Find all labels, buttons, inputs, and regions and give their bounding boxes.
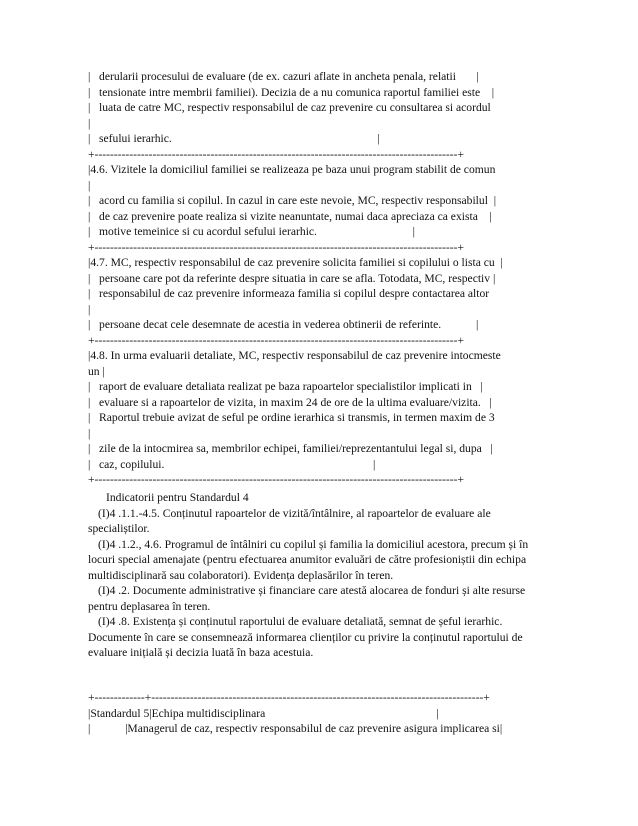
table-line: | persoane care pot da referinte despre situatia in care se afla. Totodata, MC, respectiv | bbox=[88, 271, 496, 285]
table-line: | tensionate intre membrii familiei). Decizia de a nu comunica raportul familiei este | bbox=[88, 85, 495, 99]
table-line: | derularii procesului de evaluare (de ex. cazuri aflate in ancheta penala, relatii | bbox=[88, 70, 479, 83]
table-line: |4.7. MC, respectiv responsabilul de caz prevenire solicita familiei si copilului o lista cu | bbox=[88, 256, 503, 269]
table-line: | caz, copilului. | bbox=[88, 457, 376, 471]
table-line: | motive temeinice si cu acordul sefului ierarhic. | bbox=[88, 225, 415, 238]
table-border: +----------------------------------------------------------------------------------------------+ bbox=[88, 333, 464, 347]
table-line: | persoane decat cele desemnate de acestia in vederea obtinerii de referinte. | bbox=[88, 318, 479, 331]
table-border: +-------------+--------------------------------------------------------------------------------------+ bbox=[88, 691, 490, 704]
standard-4-table-continuation bbox=[88, 69, 550, 488]
table-line: | bbox=[88, 426, 91, 440]
table-line: | acord cu familia si copilul. In cazul in care este nevoie, MC, respectiv responsabilul | bbox=[88, 194, 497, 207]
table-line: | bbox=[88, 302, 91, 316]
table-line: | zile de la intocmirea sa, membrilor echipei, familiei/reprezentantului legal si, dupa | bbox=[88, 442, 493, 455]
table-line: un | bbox=[88, 364, 105, 378]
table-line: |4.8. In urma evaluarii detaliate, MC, respectiv responsabilul de caz prevenire intocmeste bbox=[88, 349, 501, 362]
table-line: | luata de catre MC, respectiv responsabilul de caz prevenire cu consultarea si acordul bbox=[88, 101, 491, 114]
table-border: +----------------------------------------------------------------------------------------------+ bbox=[88, 473, 464, 486]
table-line: |Standardul 5|Echipa multidisciplinara | bbox=[88, 706, 439, 720]
table-line: | bbox=[88, 116, 91, 130]
table-line: | raport de evaluare detaliata realizat pe baza rapoartelor specialistilor implicati in | bbox=[88, 380, 483, 393]
table-line: | evaluare si a rapoartelor de vizita, in maxim 24 de ore de la ultima evaluare/vizita. | bbox=[88, 395, 492, 409]
table-line: | responsabilul de caz prevenire informeaza familia si copilul despre contactarea altor bbox=[88, 287, 490, 300]
indicator-paragraph: (I)4 .1.2., 4.6. Programul de întâlniri cu copilul și familia la domiciliul acestora, precum și în locuri special amenajate (pentru efectuarea anumitor evaluări de către profesioniștii din echipa multidisciplinară sau colaboratori). Evidența deplasărilor în teren. bbox=[88, 537, 529, 582]
table-line: | de caz prevenire poate realiza si vizite neanuntate, numai daca apreciaza ca exista | bbox=[88, 209, 492, 223]
table-border: +----------------------------------------------------------------------------------------------+ bbox=[88, 147, 464, 161]
table-line: | bbox=[88, 178, 91, 192]
table-line: |4.6. Vizitele la domiciliul familiei se realizeaza pe baza unui program stabilit de comun bbox=[88, 163, 496, 176]
table-line: | sefului ierarhic. | bbox=[88, 132, 380, 145]
indicator-paragraph: (I)4 .1.1.-4.5. Conținutul rapoartelor de vizită/întâlnire, al rapoartelor de evaluare ale specialiștilor. bbox=[88, 506, 491, 535]
standard-4-indicators bbox=[88, 490, 550, 661]
standard-5-table bbox=[88, 690, 550, 737]
table-border: +----------------------------------------------------------------------------------------------+ bbox=[88, 240, 464, 254]
table-line: | Raportul trebuie avizat de seful pe ordine ierarhica si transmis, in termen maxim de 3 bbox=[88, 411, 495, 424]
indicators-heading: Indicatorii pentru Standardul 4 bbox=[106, 491, 249, 504]
table-line: | |Managerul de caz, respectiv responsabilul de caz prevenire asigura implicarea si| bbox=[88, 722, 503, 735]
indicator-paragraph: (I)4 .2. Documente administrative și financiare care atestă alocarea de fonduri și alte resurse pentru deplasarea în teren. bbox=[88, 584, 526, 613]
indicator-paragraph: (I)4 .8. Existența și conținutul raportului de evaluare detaliată, semnat de șeful ierarhic. Documente în care se consemnează informarea clienților cu privire la conținutul raportului de evaluare inițială și decizia luată în baza acestuia. bbox=[88, 615, 523, 659]
